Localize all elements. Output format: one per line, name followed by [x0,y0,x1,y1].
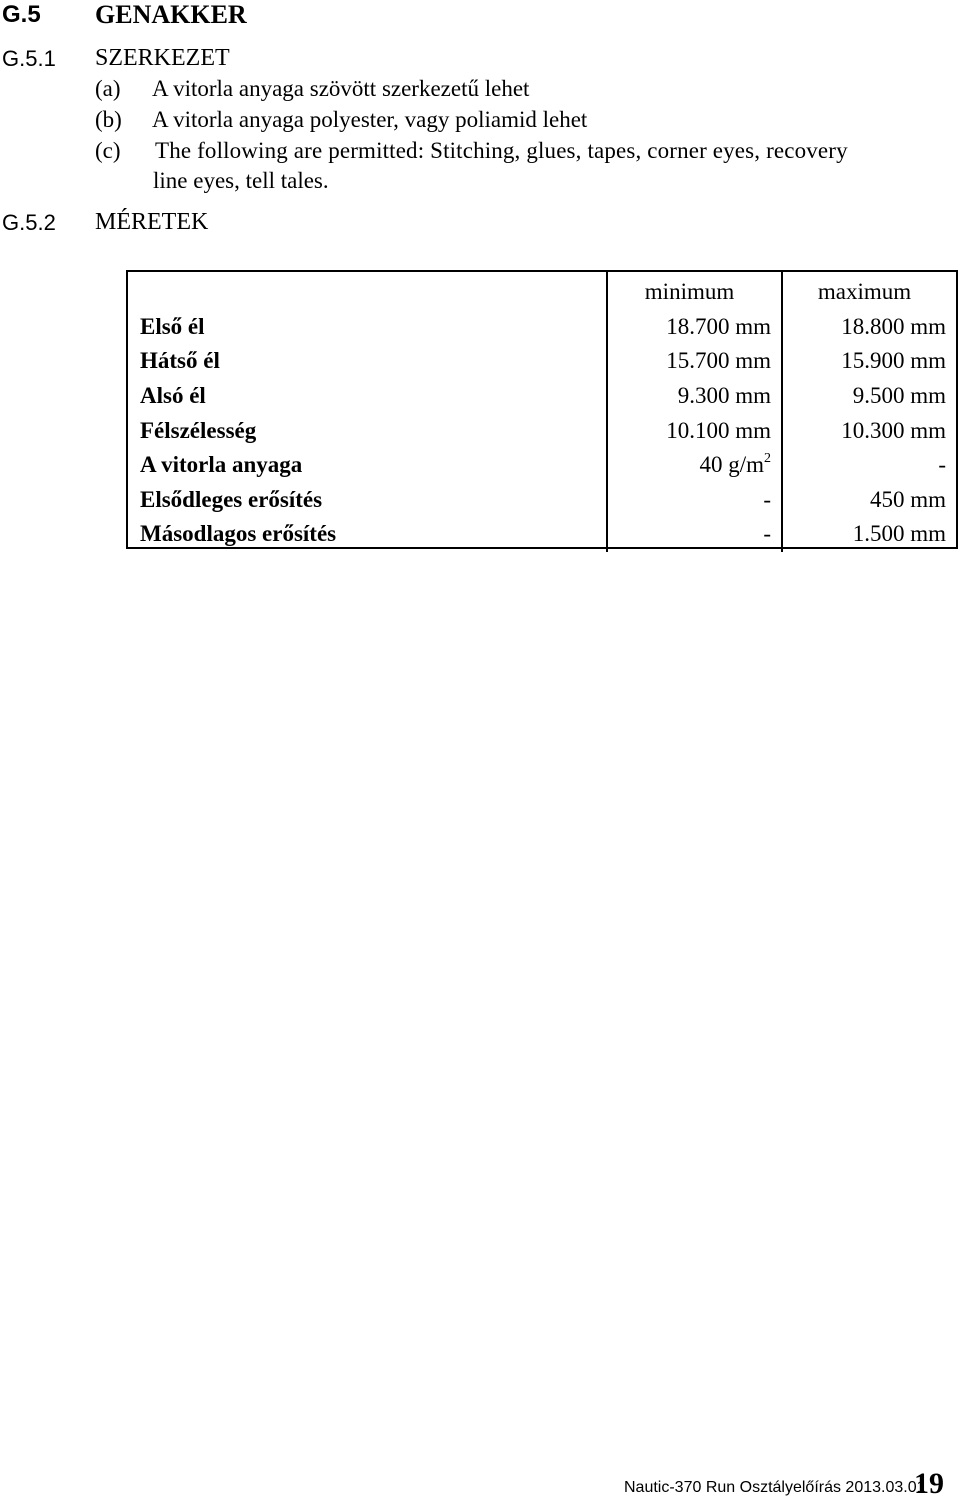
row-name: Első él [140,313,205,339]
row-minimum: 9.300 mm [607,379,782,414]
row-minimum [607,448,782,483]
table-row [126,483,958,518]
header-name-cell [126,270,607,310]
row-maximum: 18.800 mm [782,310,958,345]
dimensions-table [126,270,958,552]
section-title: GENAKKER [95,0,247,29]
item-a-text: A vitorla anyaga szövött szerkezetű lehet [152,76,530,101]
item-b-label: (b) [95,107,122,132]
row-name: Hátső él [140,348,220,374]
section-number: G.5 [2,1,41,28]
page-number: 19 [914,1467,944,1500]
table-row [126,448,958,483]
table-row [126,310,958,345]
row-maximum: 9.500 mm [782,379,958,414]
row-minimum-superscript: 2 [764,451,772,467]
row-maximum: 1.500 mm [782,517,958,552]
item-b-text: A vitorla anyaga polyester, vagy poliamid lehet [152,107,588,132]
row-maximum: 10.300 mm [782,413,958,448]
table-row [126,413,958,448]
row-minimum: 10.100 mm [607,413,782,448]
subsection-2-number: G.5.2 [2,210,56,235]
row-name: A vitorla anyaga [140,452,303,478]
subsection-1-number: G.5.1 [2,46,56,71]
row-name: Félszélesség [140,417,257,443]
item-c-text: The following are permitted: Stitching, glues, tapes, corner eyes, recovery [155,138,848,163]
row-name: Alsó él [140,383,206,409]
table-row [126,344,958,379]
row-name: Másodlagos erősítés [140,521,337,547]
item-c-label: (c) [95,138,121,163]
row-minimum-value: 40 g/m [699,452,765,478]
table-row [126,379,958,414]
table-row [126,517,958,552]
header-maximum: maximum [782,270,958,310]
item-a-label: (a) [95,76,121,101]
row-minimum: 15.700 mm [607,344,782,379]
row-maximum: 450 mm [782,483,958,518]
row-name: Elsődleges erősítés [140,486,323,512]
item-c-text-continuation: line eyes, tell tales. [153,168,329,193]
table-header-row [126,270,958,310]
row-minimum: - [607,517,782,552]
row-minimum: - [607,483,782,518]
subsection-2-title: MÉRETEK [95,209,209,235]
header-minimum: minimum [607,270,782,310]
footer-doc-reference: Nautic-370 Run Osztályelőírás 2013.03.01 [624,1479,926,1496]
row-minimum: 18.700 mm [607,310,782,345]
subsection-1-title: SZERKEZET [95,45,230,71]
row-maximum: - [782,448,958,483]
row-maximum: 15.900 mm [782,344,958,379]
